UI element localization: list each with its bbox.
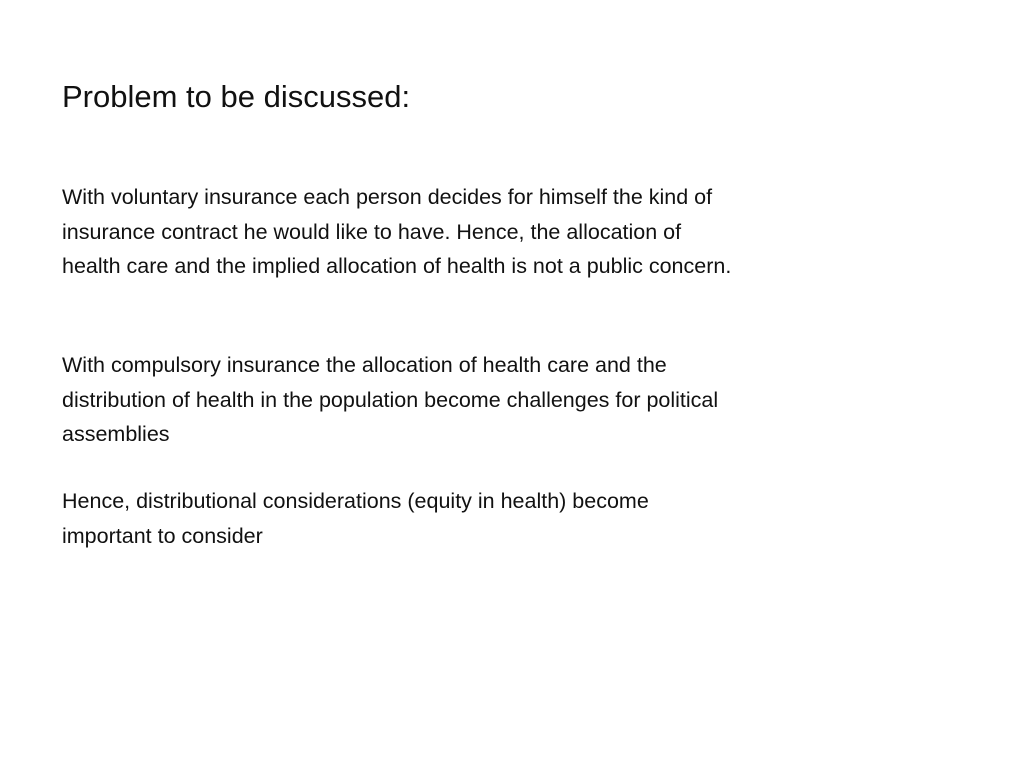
paragraph-line: Hence, distributional considerations (equity in health) become xyxy=(62,489,649,513)
paragraph-compulsory-insurance xyxy=(62,348,718,452)
paragraph-line: important to consider xyxy=(62,523,263,548)
paragraph-distributional-considerations xyxy=(62,484,649,553)
paragraph-line: assemblies xyxy=(62,422,170,446)
paragraph-line: With voluntary insurance each person decides for himself the kind of xyxy=(62,185,713,209)
paragraph-line: insurance contract he would like to have. Hence, the allocation of xyxy=(62,219,682,244)
paragraph-voluntary-insurance xyxy=(62,180,731,284)
paragraph-line: distribution of health in the population become challenges for political xyxy=(62,387,719,412)
paragraph-line: health care and the implied allocation of health is not a public concern. xyxy=(62,254,732,278)
paragraph-line: With compulsory insurance the allocation of health care and the xyxy=(62,353,667,377)
slide-title: Problem to be discussed: xyxy=(62,79,411,114)
